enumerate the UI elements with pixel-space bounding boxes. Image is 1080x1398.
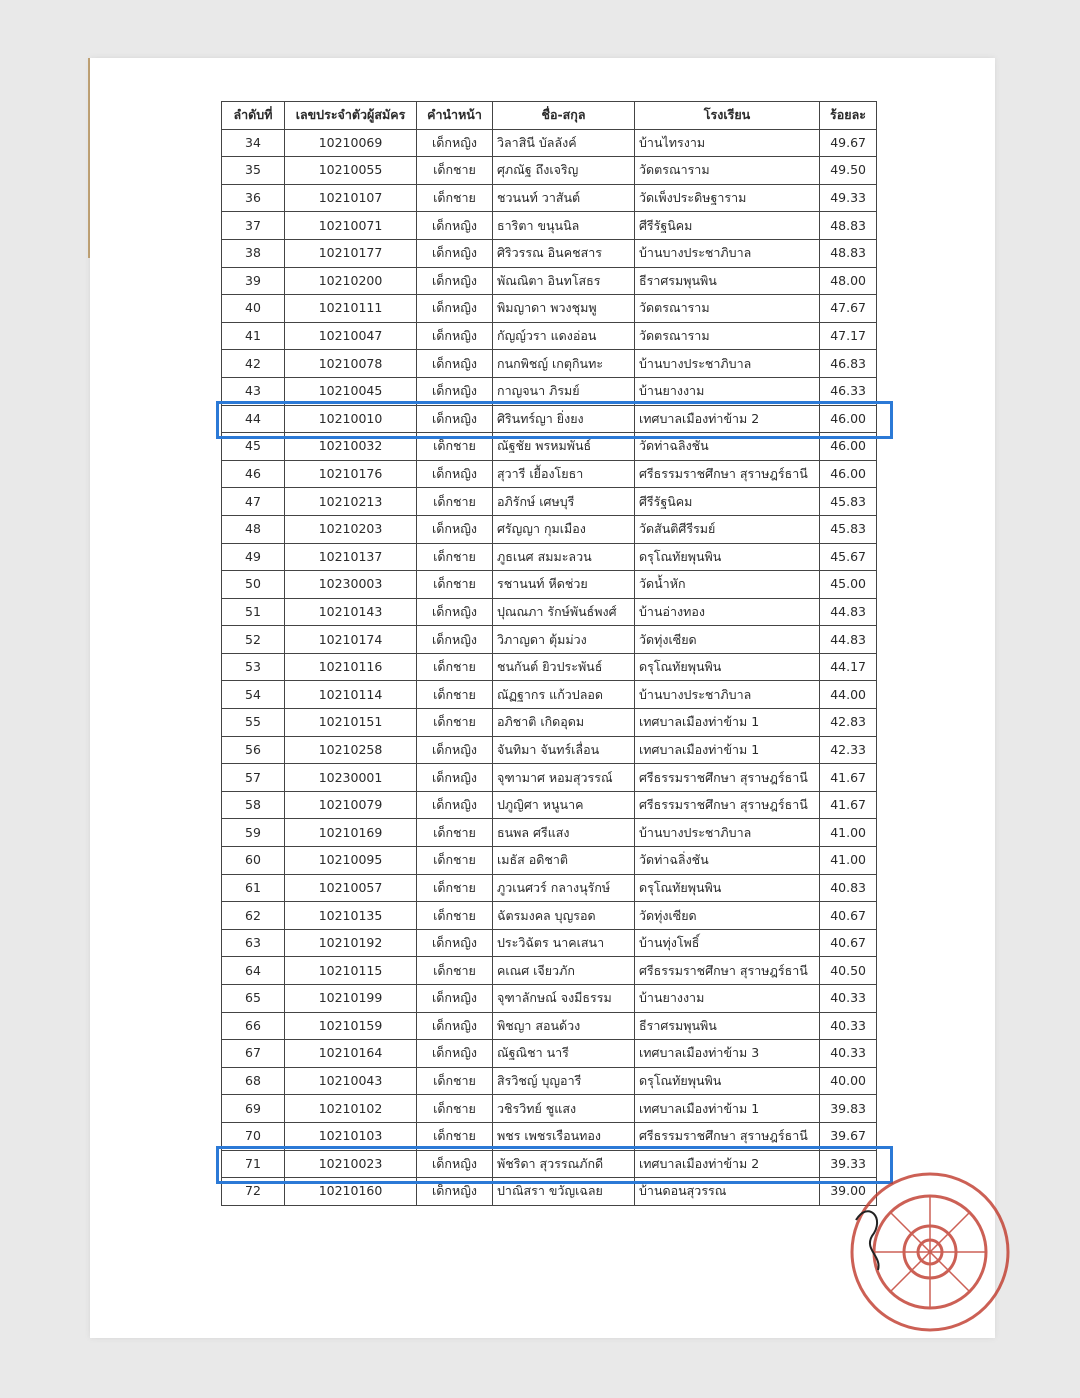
cell-no: 72	[222, 1178, 285, 1206]
cell-prefix: เด็กหญิง	[417, 736, 493, 764]
cell-name: สุวารี เยื้องโยธา	[493, 460, 635, 488]
cell-name: ณัฏฐากร แก้วปลอด	[493, 681, 635, 709]
cell-id: 10210107	[285, 184, 417, 212]
cell-prefix: เด็กหญิง	[417, 239, 493, 267]
cell-percent: 40.33	[820, 985, 877, 1013]
cell-percent: 48.83	[820, 212, 877, 240]
cell-no: 40	[222, 295, 285, 323]
cell-no: 69	[222, 1095, 285, 1123]
cell-school: เทศบาลเมืองท่าข้าม 2	[635, 1150, 820, 1178]
cell-id: 10210203	[285, 515, 417, 543]
cell-no: 46	[222, 460, 285, 488]
cell-school: บ้านดอนสุวรรณ	[635, 1178, 820, 1206]
table-row	[222, 598, 877, 626]
cell-name: ภูธเนศ สมมะลวน	[493, 543, 635, 571]
cell-prefix: เด็กชาย	[417, 653, 493, 681]
header-no: ลำดับที่	[222, 102, 285, 130]
cell-id: 10230001	[285, 764, 417, 792]
school-seal-icon	[838, 1160, 1010, 1332]
cell-percent: 40.50	[820, 957, 877, 985]
cell-no: 51	[222, 598, 285, 626]
cell-prefix: เด็กหญิง	[417, 1178, 493, 1206]
table-row	[222, 1067, 877, 1095]
cell-school: เทศบาลเมืองท่าข้าม 1	[635, 1095, 820, 1123]
table-row	[222, 1012, 877, 1040]
cell-percent: 41.00	[820, 819, 877, 847]
cell-percent: 45.83	[820, 515, 877, 543]
cell-id: 10210103	[285, 1122, 417, 1150]
cell-no: 50	[222, 571, 285, 599]
cell-school: ศีรีรัฐนิคม	[635, 488, 820, 516]
cell-id: 10210160	[285, 1178, 417, 1206]
cell-no: 39	[222, 267, 285, 295]
cell-no: 64	[222, 957, 285, 985]
cell-prefix: เด็กหญิง	[417, 322, 493, 350]
table-row	[222, 681, 877, 709]
cell-school: ธีราศรมพุนพิน	[635, 267, 820, 295]
cell-name: อภิรักษ์ เศษบุรี	[493, 488, 635, 516]
cell-school: บ้านทุ่งโพธิ์	[635, 929, 820, 957]
cell-name: ชนกันต์ ยิวประพันธ์	[493, 653, 635, 681]
cell-school: ดรุโณทัยพุนพิน	[635, 653, 820, 681]
cell-no: 62	[222, 902, 285, 930]
table-row	[222, 488, 877, 516]
cell-id: 10210095	[285, 847, 417, 875]
cell-prefix: เด็กชาย	[417, 1067, 493, 1095]
cell-percent: 39.00	[820, 1178, 877, 1206]
cell-percent: 42.33	[820, 736, 877, 764]
highlight-box	[216, 401, 893, 439]
cell-name: ภูวเนศวร์ กลางนุรักษ์	[493, 874, 635, 902]
cell-prefix: เด็กชาย	[417, 957, 493, 985]
cell-percent: 44.83	[820, 626, 877, 654]
cell-percent: 39.67	[820, 1122, 877, 1150]
cell-prefix: เด็กชาย	[417, 433, 493, 461]
cell-name: ศุภณัฐ ถึงเจริญ	[493, 157, 635, 185]
cell-school: เทศบาลเมืองท่าข้าม 2	[635, 405, 820, 433]
cell-name: อภิชาติ เกิดอุดม	[493, 709, 635, 737]
cell-name: พิชญา สอนด้วง	[493, 1012, 635, 1040]
cell-name: ปุณณภา รักษ์พันธ์พงศ์	[493, 598, 635, 626]
cell-percent: 40.83	[820, 874, 877, 902]
cell-id: 10210069	[285, 129, 417, 157]
cell-percent: 48.00	[820, 267, 877, 295]
cell-id: 10210043	[285, 1067, 417, 1095]
cell-percent: 40.67	[820, 929, 877, 957]
cell-name: กนกพิชญ์ เกตุกินทะ	[493, 350, 635, 378]
cell-id: 10210143	[285, 598, 417, 626]
cell-no: 58	[222, 791, 285, 819]
cell-id: 10210047	[285, 322, 417, 350]
table-row	[222, 543, 877, 571]
cell-prefix: เด็กหญิง	[417, 791, 493, 819]
cell-school: ศรีธรรมราชศึกษา สุราษฎร์ธานี	[635, 764, 820, 792]
cell-name: ปภูญิศา หนูนาค	[493, 791, 635, 819]
cell-school: ศรีธรรมราชศึกษา สุราษฎร์ธานี	[635, 957, 820, 985]
cell-id: 10210258	[285, 736, 417, 764]
cell-name: ประวิฉัตร นาคเสนา	[493, 929, 635, 957]
cell-no: 71	[222, 1150, 285, 1178]
cell-school: วัดตรณาราม	[635, 295, 820, 323]
cell-no: 49	[222, 543, 285, 571]
cell-percent: 40.00	[820, 1067, 877, 1095]
cell-school: บ้านบางประชาภิบาล	[635, 819, 820, 847]
cell-id: 10210078	[285, 350, 417, 378]
cell-prefix: เด็กหญิง	[417, 129, 493, 157]
cell-school: ศรีธรรมราชศึกษา สุราษฎร์ธานี	[635, 460, 820, 488]
cell-percent: 47.67	[820, 295, 877, 323]
cell-prefix: เด็กชาย	[417, 709, 493, 737]
cell-no: 59	[222, 819, 285, 847]
cell-id: 10210164	[285, 1040, 417, 1068]
header-name: ชื่อ-สกุล	[493, 102, 635, 130]
cell-id: 10210010	[285, 405, 417, 433]
table-row	[222, 626, 877, 654]
cell-id: 10210137	[285, 543, 417, 571]
cell-prefix: เด็กหญิง	[417, 460, 493, 488]
cell-no: 38	[222, 239, 285, 267]
cell-prefix: เด็กหญิง	[417, 985, 493, 1013]
cell-prefix: เด็กหญิง	[417, 295, 493, 323]
table-row	[222, 902, 877, 930]
table-row	[222, 1095, 877, 1123]
cell-school: วัดตรณาราม	[635, 322, 820, 350]
cell-no: 60	[222, 847, 285, 875]
cell-no: 55	[222, 709, 285, 737]
cell-percent: 44.17	[820, 653, 877, 681]
cell-school: ธีราศรมพุนพิน	[635, 1012, 820, 1040]
cell-prefix: เด็กชาย	[417, 847, 493, 875]
cell-id: 10210116	[285, 653, 417, 681]
cell-prefix: เด็กหญิง	[417, 377, 493, 405]
table-row	[222, 847, 877, 875]
cell-no: 36	[222, 184, 285, 212]
cell-school: ศรีธรรมราชศึกษา สุราษฎร์ธานี	[635, 791, 820, 819]
cell-id: 10210213	[285, 488, 417, 516]
table-row	[222, 764, 877, 792]
cell-name: พชร เพชรเรือนทอง	[493, 1122, 635, 1150]
table-row	[222, 571, 877, 599]
cell-school: ดรุโณทัยพุนพิน	[635, 874, 820, 902]
cell-id: 10210071	[285, 212, 417, 240]
cell-percent: 45.00	[820, 571, 877, 599]
cell-name: สิรวิชญ์ บุญอารี	[493, 1067, 635, 1095]
cell-name: วิลาสินี บัลลังค์	[493, 129, 635, 157]
cell-percent: 45.83	[820, 488, 877, 516]
cell-school: วัดน้ำหัก	[635, 571, 820, 599]
cell-no: 34	[222, 129, 285, 157]
cell-id: 10210102	[285, 1095, 417, 1123]
cell-percent: 41.00	[820, 847, 877, 875]
cell-name: ณัฐชัย พรหมพันธ์	[493, 433, 635, 461]
table-row	[222, 819, 877, 847]
cell-id: 10210115	[285, 957, 417, 985]
cell-school: บ้านบางประชาภิบาล	[635, 681, 820, 709]
cell-percent: 41.67	[820, 764, 877, 792]
cell-name: รชานนท์ หีดช่วย	[493, 571, 635, 599]
cell-name: ธนพล ศรีแสง	[493, 819, 635, 847]
cell-id: 10210079	[285, 791, 417, 819]
cell-name: พัณณิตา อินทโสธร	[493, 267, 635, 295]
cell-name: กาญจนา ภิรมย์	[493, 377, 635, 405]
cell-prefix: เด็กหญิง	[417, 515, 493, 543]
cell-name: วิภาญดา ตุ้มม่วง	[493, 626, 635, 654]
cell-name: ศิริวรรณ อินคชสาร	[493, 239, 635, 267]
cell-no: 63	[222, 929, 285, 957]
cell-school: ดรุโณทัยพุนพิน	[635, 1067, 820, 1095]
cell-school: วัดทุ่งเซียด	[635, 902, 820, 930]
cell-id: 10210192	[285, 929, 417, 957]
cell-no: 48	[222, 515, 285, 543]
table-row	[222, 460, 877, 488]
cell-school: เทศบาลเมืองท่าข้าม 1	[635, 736, 820, 764]
cell-prefix: เด็กชาย	[417, 1095, 493, 1123]
cell-prefix: เด็กหญิง	[417, 764, 493, 792]
cell-no: 61	[222, 874, 285, 902]
cell-percent: 46.00	[820, 433, 877, 461]
table-row	[222, 184, 877, 212]
cell-id: 10210032	[285, 433, 417, 461]
table-row	[222, 709, 877, 737]
table-row	[222, 157, 877, 185]
cell-school: เทศบาลเมืองท่าข้าม 1	[635, 709, 820, 737]
table-row	[222, 1040, 877, 1068]
header-prefix: คำนำหน้า	[417, 102, 493, 130]
cell-prefix: เด็กชาย	[417, 902, 493, 930]
cell-id: 10210055	[285, 157, 417, 185]
cell-school: วัดตรณาราม	[635, 157, 820, 185]
cell-prefix: เด็กหญิง	[417, 1150, 493, 1178]
table-row	[222, 791, 877, 819]
cell-name: จุฑาลักษณ์ จงมีธรรม	[493, 985, 635, 1013]
cell-percent: 49.50	[820, 157, 877, 185]
cell-no: 54	[222, 681, 285, 709]
cell-prefix: เด็กหญิง	[417, 350, 493, 378]
cell-prefix: เด็กหญิง	[417, 598, 493, 626]
cell-prefix: เด็กชาย	[417, 488, 493, 516]
results-table	[221, 101, 877, 1206]
cell-name: พิมญาดา พวงชุมพู	[493, 295, 635, 323]
cell-id: 10210169	[285, 819, 417, 847]
table-row	[222, 736, 877, 764]
table-row	[222, 957, 877, 985]
cell-no: 42	[222, 350, 285, 378]
header-school: โรงเรียน	[635, 102, 820, 130]
cell-no: 44	[222, 405, 285, 433]
cell-prefix: เด็กหญิง	[417, 626, 493, 654]
cell-id: 10210177	[285, 239, 417, 267]
cell-percent: 46.33	[820, 377, 877, 405]
table-row	[222, 985, 877, 1013]
cell-school: วัดเพ็งประดิษฐาราม	[635, 184, 820, 212]
cell-prefix: เด็กหญิง	[417, 212, 493, 240]
cell-name: จุฑามาศ หอมสุวรรณ์	[493, 764, 635, 792]
cell-prefix: เด็กชาย	[417, 1122, 493, 1150]
cell-percent: 49.67	[820, 129, 877, 157]
cell-name: จันทิมา จันทร์เลื่อน	[493, 736, 635, 764]
cell-name: กัญญ์วรา แดงอ่อน	[493, 322, 635, 350]
cell-percent: 44.00	[820, 681, 877, 709]
cell-school: บ้านยางงาม	[635, 985, 820, 1013]
cell-school: วัดท่าฉลิ่งชัน	[635, 847, 820, 875]
cell-percent: 44.83	[820, 598, 877, 626]
cell-name: ศิรินทร์ญา ยิ่งยง	[493, 405, 635, 433]
cell-percent: 49.33	[820, 184, 877, 212]
cell-id: 10210057	[285, 874, 417, 902]
cell-percent: 41.67	[820, 791, 877, 819]
cell-school: บ้านไทรงาม	[635, 129, 820, 157]
cell-prefix: เด็กหญิง	[417, 1012, 493, 1040]
header-id: เลขประจำตัวผู้สมัคร	[285, 102, 417, 130]
cell-percent: 46.00	[820, 460, 877, 488]
cell-no: 66	[222, 1012, 285, 1040]
cell-school: วัดทุ่งเซียด	[635, 626, 820, 654]
cell-name: คเณศ เจียวภัก	[493, 957, 635, 985]
cell-school: บ้านบางประชาภิบาล	[635, 350, 820, 378]
cell-name: พัชริดา สุวรรณภักดี	[493, 1150, 635, 1178]
cell-name: ฉัตรมงคล บุญรอด	[493, 902, 635, 930]
cell-percent: 46.83	[820, 350, 877, 378]
cell-school: บ้านอ่างทอง	[635, 598, 820, 626]
cell-percent: 46.00	[820, 405, 877, 433]
cell-school: ศรีธรรมราชศึกษา สุราษฎร์ธานี	[635, 1122, 820, 1150]
cell-id: 10210114	[285, 681, 417, 709]
highlight-box	[216, 1146, 893, 1184]
table-row	[222, 267, 877, 295]
cell-id: 10210176	[285, 460, 417, 488]
table-header-row	[222, 102, 877, 130]
cell-prefix: เด็กหญิง	[417, 267, 493, 295]
cell-no: 68	[222, 1067, 285, 1095]
cell-id: 10210199	[285, 985, 417, 1013]
cell-no: 41	[222, 322, 285, 350]
cell-name: ศรัญญา กุมเมือง	[493, 515, 635, 543]
cell-prefix: เด็กชาย	[417, 184, 493, 212]
cell-id: 10210200	[285, 267, 417, 295]
cell-id: 10210111	[285, 295, 417, 323]
cell-prefix: เด็กชาย	[417, 157, 493, 185]
cell-school: เทศบาลเมืองท่าข้าม 3	[635, 1040, 820, 1068]
cell-prefix: เด็กหญิง	[417, 929, 493, 957]
cell-school: บ้านยางงาม	[635, 377, 820, 405]
cell-no: 45	[222, 433, 285, 461]
cell-percent: 39.33	[820, 1150, 877, 1178]
cell-prefix: เด็กหญิง	[417, 1040, 493, 1068]
cell-no: 57	[222, 764, 285, 792]
cell-id: 10210151	[285, 709, 417, 737]
cell-school: บ้านบางประชาภิบาล	[635, 239, 820, 267]
cell-percent: 40.67	[820, 902, 877, 930]
cell-no: 43	[222, 377, 285, 405]
cell-prefix: เด็กหญิง	[417, 405, 493, 433]
table-row	[222, 874, 877, 902]
cell-no: 53	[222, 653, 285, 681]
cell-school: ดรุโณทัยพุนพิน	[635, 543, 820, 571]
header-percent: ร้อยละ	[820, 102, 877, 130]
cell-no: 65	[222, 985, 285, 1013]
cell-id: 10210159	[285, 1012, 417, 1040]
table-row	[222, 129, 877, 157]
cell-percent: 42.83	[820, 709, 877, 737]
cell-percent: 40.33	[820, 1012, 877, 1040]
cell-percent: 48.83	[820, 239, 877, 267]
cell-prefix: เด็กชาย	[417, 874, 493, 902]
cell-name: ชวนนท์ วาสันต์	[493, 184, 635, 212]
cell-no: 47	[222, 488, 285, 516]
cell-no: 67	[222, 1040, 285, 1068]
cell-prefix: เด็กชาย	[417, 571, 493, 599]
cell-school: ศีรีรัฐนิคม	[635, 212, 820, 240]
table-row	[222, 653, 877, 681]
cell-name: วชิรวิทย์ ชูแสง	[493, 1095, 635, 1123]
cell-name: ปาณิสรา ขวัญเฉลย	[493, 1178, 635, 1206]
table-row	[222, 295, 877, 323]
cell-name: ณัฐณิชา นารี	[493, 1040, 635, 1068]
table-row	[222, 515, 877, 543]
cell-name: ธาริตา ขนุนนิล	[493, 212, 635, 240]
table-row	[222, 212, 877, 240]
table-row	[222, 239, 877, 267]
cell-no: 35	[222, 157, 285, 185]
cell-id: 10230003	[285, 571, 417, 599]
table-row	[222, 929, 877, 957]
cell-school: วัดท่าฉลิ่งชัน	[635, 433, 820, 461]
table-row	[222, 350, 877, 378]
cell-no: 70	[222, 1122, 285, 1150]
cell-school: วัดสันติศีรีรมย์	[635, 515, 820, 543]
table-row	[222, 322, 877, 350]
cell-id: 10210174	[285, 626, 417, 654]
cell-no: 37	[222, 212, 285, 240]
cell-prefix: เด็กชาย	[417, 681, 493, 709]
cell-id: 10210045	[285, 377, 417, 405]
cell-percent: 39.83	[820, 1095, 877, 1123]
cell-percent: 47.17	[820, 322, 877, 350]
cell-percent: 45.67	[820, 543, 877, 571]
cell-id: 10210023	[285, 1150, 417, 1178]
cell-name: เมธัส อดิชาติ	[493, 847, 635, 875]
cell-no: 52	[222, 626, 285, 654]
cell-id: 10210135	[285, 902, 417, 930]
cell-percent: 40.33	[820, 1040, 877, 1068]
cell-prefix: เด็กชาย	[417, 819, 493, 847]
cell-no: 56	[222, 736, 285, 764]
cell-prefix: เด็กชาย	[417, 543, 493, 571]
